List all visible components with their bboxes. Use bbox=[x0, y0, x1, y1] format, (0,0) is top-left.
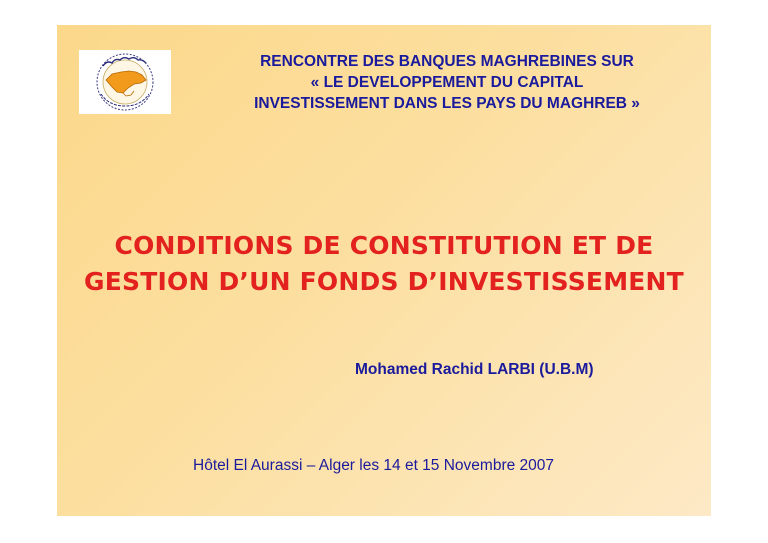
slide bbox=[57, 25, 711, 516]
presentation-title bbox=[57, 228, 711, 300]
header-line-1: RENCONTRE DES BANQUES MAGHREBINES SUR bbox=[260, 53, 634, 70]
author-name: Mohamed Rachid LARBI (U.B.M) bbox=[355, 361, 594, 378]
venue-date: Hôtel El Aurassi – Alger les 14 et 15 Novembre 2007 bbox=[193, 457, 555, 474]
header-line-3: INVESTISSEMENT DANS LES PAYS DU MAGHREB » bbox=[254, 95, 640, 112]
title-line-2: GESTION D’UN FONDS D’INVESTISSEMENT bbox=[84, 267, 684, 296]
title-line-1: CONDITIONS DE CONSTITUTION ET DE bbox=[114, 231, 654, 260]
conference-header bbox=[207, 51, 687, 114]
header-line-2: « LE DEVELOPPEMENT DU CAPITAL bbox=[310, 74, 584, 91]
maghreb-banks-union-logo-icon bbox=[79, 50, 171, 114]
